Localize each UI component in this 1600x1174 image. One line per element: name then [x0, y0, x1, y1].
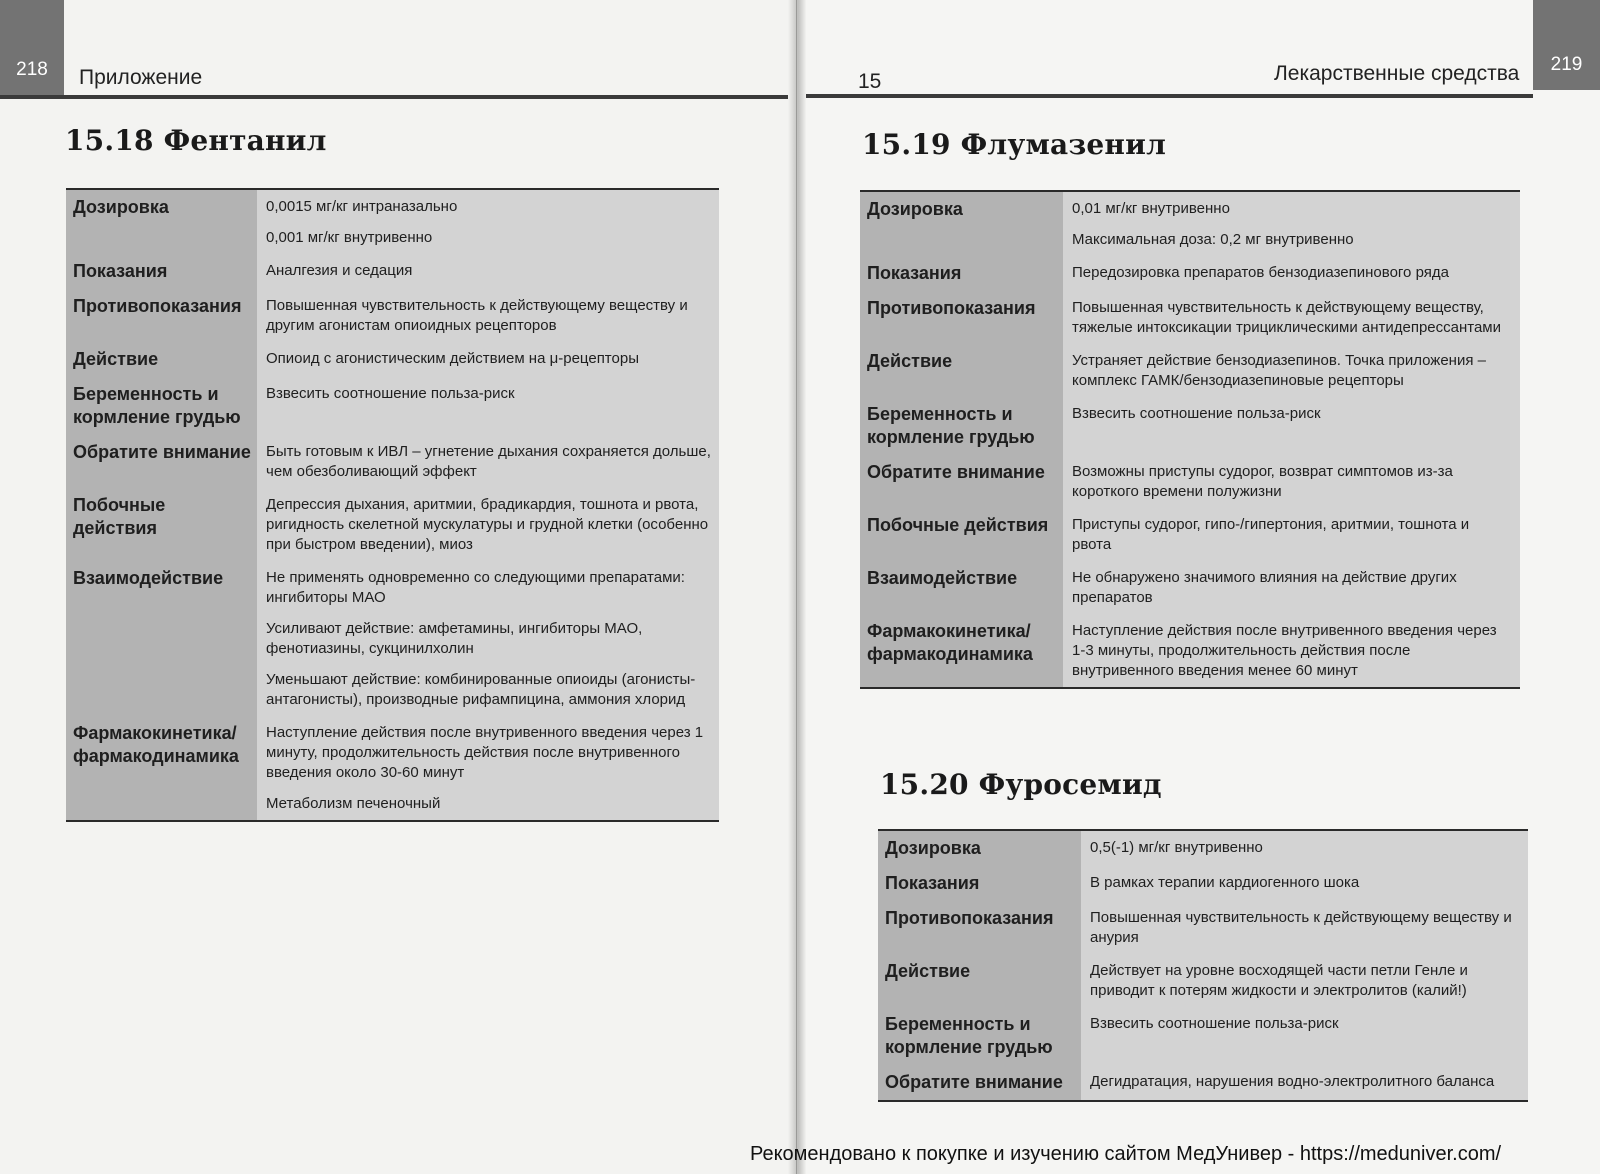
value-line: 0,5(-1) мг/кг внутривенно — [1090, 839, 1263, 856]
row-value — [1081, 901, 1528, 954]
table-row — [860, 508, 1520, 561]
table-row — [860, 614, 1520, 687]
row-value — [257, 435, 719, 488]
header-rule — [796, 94, 1533, 98]
row-value — [257, 716, 719, 820]
row-value — [1063, 455, 1520, 508]
section-title: 15.18 Фентанил — [65, 124, 327, 157]
value-line: Не применять одновременно со следующими препаратами: ингибиторы МАО — [266, 569, 685, 606]
table-row — [66, 289, 719, 342]
page-number: 218 — [16, 59, 48, 80]
row-value — [1063, 614, 1520, 687]
value-line: Наступление действия после внутривенного введения через 1 минуту, продолжительность действия после внутривенного введения около 30-60 минут — [266, 724, 704, 781]
value-line: Наступление действия после внутривенного введения через 1-3 минуты, продолжительность действия после внутривенного введения менее 60 минут — [1072, 622, 1497, 679]
row-label: Противопоказания — [860, 291, 1063, 344]
table-row — [878, 1007, 1528, 1065]
table-row — [66, 254, 719, 289]
value-line: 0,001 мг/кг внутривенно — [266, 229, 433, 246]
table-row — [878, 1065, 1528, 1100]
row-value — [1063, 192, 1520, 256]
value-line: Метаболизм печеночный — [266, 795, 441, 812]
spine-fold — [796, 0, 797, 1174]
row-label: Обратите внимание — [66, 435, 257, 488]
section-title-furosemide: 15.20 Фуросемид — [880, 768, 1162, 801]
row-label: Фармакокинетика/ фармакодинамика — [860, 614, 1063, 687]
value-line: Взвесить соотношение польза-риск — [1090, 1015, 1339, 1032]
value-line: Взвесить соотношение польза-риск — [1072, 405, 1321, 422]
row-label: Действие — [860, 344, 1063, 397]
value-line: 0,0015 мг/кг интраназально — [266, 198, 458, 215]
value-line: Аналгезия и седация — [266, 262, 413, 279]
footer-text: Рекомендовано к покупке и изучению сайтом МедУнивер - https://meduniver.com/ — [750, 1143, 1502, 1165]
row-value — [1063, 344, 1520, 397]
row-value — [1081, 831, 1528, 866]
value-line: Уменьшают действие: комбинированные опиоиды (агонисты-антагонисты), производные рифампицина, аммония хлорид — [266, 671, 696, 708]
table-row — [860, 561, 1520, 614]
row-label: Действие — [878, 954, 1081, 1007]
value-line: Действует на уровне восходящей части петли Генле и приводит к потерям жидкости и электролитов (калий!) — [1090, 962, 1468, 999]
table-row — [66, 561, 719, 716]
row-label: Дозировка — [878, 831, 1081, 866]
value-line: Приступы судорог, гипо-/гипертония, аритмии, тошнота и рвота — [1072, 516, 1470, 553]
fentanyl-table — [66, 188, 719, 822]
value-line: Взвесить соотношение польза-риск — [266, 385, 515, 402]
table-row — [66, 716, 719, 820]
value-line: Повышенная чувствительность к действующему веществу и анурия — [1090, 909, 1512, 946]
value-line: Быть готовым к ИВЛ – угнетение дыхания сохраняется дольше, чем обезболивающий эффект — [266, 443, 711, 480]
table-row — [860, 192, 1520, 256]
row-value — [1063, 291, 1520, 344]
value-line: Максимальная доза: 0,2 мг внутривенно — [1072, 231, 1354, 248]
row-label: Дозировка — [860, 192, 1063, 256]
row-value — [1081, 1065, 1528, 1100]
left-page — [0, 0, 796, 1174]
running-header: Лекарственные средства — [1274, 62, 1520, 85]
book-spine — [788, 0, 806, 1174]
value-line: Не обнаружено значимого влияния на действие других препаратов — [1072, 569, 1457, 606]
row-value — [257, 342, 719, 377]
row-value — [1063, 256, 1520, 291]
right-page — [796, 0, 1600, 1174]
row-label: Обратите внимание — [860, 455, 1063, 508]
row-value — [1063, 397, 1520, 455]
value-line: Возможны приступы судорог, возврат симптомов из-за короткого времени полужизни — [1072, 463, 1453, 500]
page-number-tab-left — [0, 0, 64, 95]
row-value — [1081, 866, 1528, 901]
row-value — [257, 488, 719, 561]
table-row — [860, 455, 1520, 508]
row-value — [1063, 508, 1520, 561]
value-line: Повышенная чувствительность к действующему веществу, тяжелые интоксикации трициклическими антидепрессантами — [1072, 299, 1502, 336]
row-label: Обратите внимание — [878, 1065, 1081, 1100]
row-label: Противопоказания — [878, 901, 1081, 954]
page-number-tab-right — [1533, 0, 1600, 90]
row-label: Побочные действия — [860, 508, 1063, 561]
table-row — [878, 954, 1528, 1007]
row-label: Показания — [66, 254, 257, 289]
row-label: Беременность и кормление грудью — [878, 1007, 1081, 1065]
value-line: В рамках терапии кардиогенного шока — [1090, 874, 1360, 891]
row-label: Взаимодействие — [860, 561, 1063, 614]
table-row — [860, 344, 1520, 397]
value-line: Повышенная чувствительность к действующему веществу и другим агонистам опиоидных рецепторов — [266, 297, 688, 334]
value-line: Дегидратация, нарушения водно-электролитного баланса — [1090, 1073, 1495, 1090]
table-row — [66, 488, 719, 561]
row-value — [257, 377, 719, 435]
value-line: Передозировка препаратов бензодиазепинового ряда — [1072, 264, 1449, 281]
row-label: Беременность и кормление грудью — [860, 397, 1063, 455]
row-label: Действие — [66, 342, 257, 377]
table-row — [66, 190, 719, 254]
table-row — [66, 342, 719, 377]
row-label: Побочные действия — [66, 488, 257, 561]
table-row — [860, 256, 1520, 291]
value-line: Опиоид с агонистическим действием на μ-рецепторы — [266, 350, 639, 367]
row-value — [257, 190, 719, 254]
running-header: Приложение — [79, 66, 203, 89]
flumazenil-table — [860, 190, 1520, 689]
row-label: Беременность и кормление грудью — [66, 377, 257, 435]
row-value — [257, 289, 719, 342]
row-value — [1063, 561, 1520, 614]
row-value — [257, 561, 719, 716]
header-rule — [0, 95, 796, 99]
table-row — [878, 901, 1528, 954]
table-row — [860, 291, 1520, 344]
table-row — [860, 397, 1520, 455]
furosemide-table — [878, 829, 1528, 1102]
row-value — [1081, 1007, 1528, 1065]
row-value — [257, 254, 719, 289]
table-row — [878, 866, 1528, 901]
section-title-flumazenil: 15.19 Флумазенил — [862, 128, 1167, 161]
row-value — [1081, 954, 1528, 1007]
table-row — [66, 377, 719, 435]
value-line: 0,01 мг/кг внутривенно — [1072, 200, 1230, 217]
value-line: Устраняет действие бензодиазепинов. Точка приложения – комплекс ГАМК/бензодиазепиновые рецепторы — [1072, 352, 1486, 389]
row-label: Противопоказания — [66, 289, 257, 342]
row-label: Взаимодействие — [66, 561, 257, 716]
value-line: Усиливают действие: амфетамины, ингибиторы МАО, фенотиазины, сукцинилхолин — [266, 620, 643, 657]
page-number: 219 — [1550, 54, 1583, 75]
table-row — [66, 435, 719, 488]
chapter-number: 15 — [858, 70, 882, 93]
row-label: Показания — [860, 256, 1063, 291]
row-label: Фармакокинетика/ фармакодинамика — [66, 716, 257, 820]
row-label: Показания — [878, 866, 1081, 901]
value-line: Депрессия дыхания, аритмии, брадикардия, тошнота и рвота, ригидность скелетной мускулатуры и грудной клетки (особенно при быстром введении), миоз — [266, 496, 709, 553]
table-row — [878, 831, 1528, 866]
row-label: Дозировка — [66, 190, 257, 254]
